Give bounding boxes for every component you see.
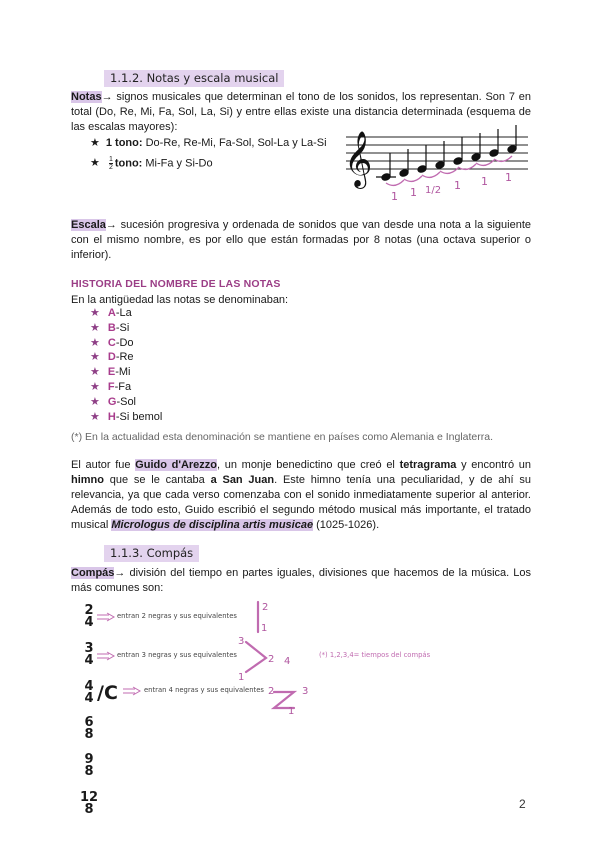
notas-def-text: → signos musicales que determinan el tono de los sonidos, los representan. Son 7 en total (Do, Re, Mi, Fa, Sol, La, Si) y entre ellas existe una distancia determinada (esquema de las escalas mayores): <box>71 91 531 133</box>
escala-def-text: → sucesión progresiva y ordenada de sonidos que van desde una nota a la siguiente con el mismo nombre, es por ello que están formadas por 8 notas (una octava superior o inferior). <box>71 219 531 261</box>
star-icon: ★ <box>90 137 100 149</box>
star-icon: ★ <box>90 366 100 379</box>
compas-term: Compás <box>71 567 115 579</box>
time-signature-12-8: 12 8 <box>79 790 99 817</box>
bullet-text: Mi-Fa y Si-Do <box>142 157 213 170</box>
time-signature-6-8: 6 8 <box>84 715 94 742</box>
arrow-icon <box>96 651 116 661</box>
bullet-text: Do-Re, Re-Mi, Fa-Sol, Sol-La y La-Si <box>142 137 327 149</box>
treble-clef-icon: 𝄞 <box>344 131 373 187</box>
list-item: ★ A-La <box>90 307 132 319</box>
time-signature-3-4: 3 4 <box>84 641 94 668</box>
historia-intro: En la antigüedad las notas se denominaban: <box>71 294 289 306</box>
time-signature-9-8: 9 8 <box>84 752 94 779</box>
san-juan-term: a San Juan <box>210 474 275 486</box>
bullet-label: tono: <box>114 157 143 170</box>
scale-staff-image <box>342 123 532 203</box>
beat-mark: 3 <box>302 686 309 697</box>
guido-paragraph: El autor fue Guido d'Arezzo, un monje benedictino que creó el tetragrama y encontró un himno que se le cantaba a San Juan. Este himno tenía una peculiaridad, y de ahí su relevancia, ya que cada verso comenzaba con el sonido inmediatamente superior al anterior. Además de todo esto, Guido escribió el segundo método musical más importante, el tratado musical Micrologus de disciplina artis musicae (1025-1026). <box>71 459 531 531</box>
interval-label: 1 <box>410 186 417 199</box>
arrow-icon <box>122 686 142 696</box>
common-time-symbol: /C <box>97 682 118 704</box>
section-title-notas: 1.1.2. Notas y escala musical <box>104 70 284 87</box>
list-item: ★ B-Si <box>90 321 130 334</box>
treatise-title: Micrologus de disciplina artis musicae <box>111 519 314 531</box>
compas-def-text: → división del tiempo en partes iguales, divisiones que hacemos de la música. Los más comunes son: <box>71 567 531 594</box>
beat-mark: 4 <box>284 656 291 667</box>
notas-term: Notas <box>71 91 102 103</box>
historia-title: HISTORIA DEL NOMBRE DE LAS NOTAS <box>71 278 281 290</box>
list-item: ★ E-Mi <box>90 366 131 379</box>
list-item: ★ C-Do <box>90 336 134 349</box>
ts-note: entran 3 negras y sus equivalentes <box>117 651 237 659</box>
guido-name: Guido d'Arezzo <box>135 459 218 471</box>
star-icon: ★ <box>90 336 100 349</box>
beat-mark: 1 <box>288 706 295 716</box>
section-title-compas: 1.1.3. Compás <box>104 545 199 562</box>
escala-definition <box>71 218 531 263</box>
interval-label: 1 <box>454 179 461 192</box>
tone-bullet-2 <box>90 156 213 171</box>
beat-diagrams <box>232 598 322 716</box>
page-number: 2 <box>519 797 526 811</box>
bullet-label: 1 tono: <box>105 137 143 149</box>
ts-note: entran 2 negras y sus equivalentes <box>117 612 237 620</box>
star-icon: ★ <box>90 395 100 408</box>
historia-note: (*) En la actualidad esta denominación se mantiene en países como Alemania e Inglaterra. <box>71 431 493 443</box>
star-icon: ★ <box>90 157 100 170</box>
escala-term: Escala <box>71 219 106 231</box>
interval-label: 1 <box>481 175 488 188</box>
list-item: ★ G-Sol <box>90 395 136 408</box>
time-signature-2-4: 2 4 <box>84 603 94 630</box>
list-item: ★ H-Si bemol <box>90 410 163 423</box>
list-item: ★ D-Re <box>90 351 134 364</box>
arrow-icon <box>96 612 116 622</box>
beat-mark: 1 <box>261 623 268 634</box>
beat-mark: 1 <box>238 672 245 683</box>
himno-term: himno <box>71 474 104 486</box>
compas-definition <box>71 566 531 596</box>
time-signature-4-4: 4 4 <box>84 679 94 706</box>
beat-mark: 3 <box>238 636 245 647</box>
star-icon: ★ <box>90 380 100 393</box>
historia-list <box>90 306 162 424</box>
beat-mark: 2 <box>262 602 269 613</box>
tone-bullet-1 <box>90 136 327 151</box>
interval-label: 1/2 <box>425 185 442 196</box>
beat-note: (*) 1,2,3,4= tiempos del compás <box>319 651 431 659</box>
beat-mark: 2 <box>268 654 275 665</box>
star-icon: ★ <box>90 307 100 319</box>
half-fraction: $\frac{1}{2}$ <box>108 156 113 171</box>
interval-label: 1 <box>505 171 512 184</box>
star-icon: ★ <box>90 351 100 364</box>
interval-label: 1 <box>391 190 398 203</box>
list-item: ★ F-Fa <box>90 380 132 393</box>
star-icon: ★ <box>90 321 100 334</box>
ts-note: entran 4 negras y sus equivalentes <box>144 686 264 694</box>
tetragrama-term: tetragrama <box>399 459 457 471</box>
star-icon: ★ <box>90 410 100 423</box>
beat-mark: 2 <box>268 686 275 697</box>
